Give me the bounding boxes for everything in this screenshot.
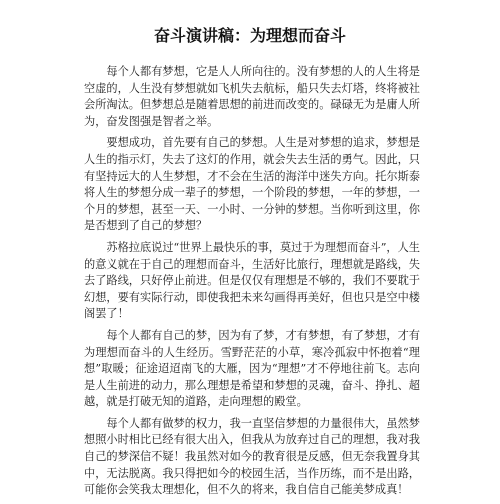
- paragraph-2: 要想成功，首先要有自己的梦想。人生是对梦想的追求，梦想是人生的指示灯，失去了这灯的作用，就会失去生活的勇气。因此，只有坚持远大的人生梦想，才不会在生活的海洋中迷失方向。托尔斯泰将人生的梦想分成一辈子的梦想，一个阶段的梦想，一年的梦想，一个月的梦想，甚至一天、一小时、一分钟的梦想。当你听到这里，你是否想到了自己的梦想？: [84, 136, 420, 233]
- paragraph-3: 苏格拉底说过“世界上最快乐的事，莫过于为理想而奋斗”，人生的意义就在于自己的理想而奋斗，生活好比旅行，理想就是路线，失去了路线，只好停止前进。但是仅仅有理想是不够的，我们不要耽于幻想，要有实际行动，即使我把未来勾画得再美好，但也只是空中楼阁罢了！: [84, 240, 420, 321]
- paragraph-4: 每个人都有自己的梦，因为有了梦，才有梦想，有了梦想，才有为理想而奋斗的人生经历。雪野茫茫的小草，寒冷孤寂中怀抱着“理想”取暖；征途迢迢南飞的大雁，因为“理想”才不停地往前飞。志向是人生前进的动力，那么理想是希望和梦想的灵魂，奋斗、挣扎、超越，就是打破无知的道路，走向理想的殿堂。: [84, 328, 420, 409]
- document-title: 奋斗演讲稿：为理想而奋斗: [153, 26, 346, 45]
- paragraph-1: 每个人都有梦想，它是人人所向往的。没有梦想的人的人生将是空虚的，人生没有梦想就如飞机失去航标，船只失去灯塔，终将被社会所淘汰。但梦想总是随着思想的前进而改变的。碌碌无为是庸人所为，奋发图强是智者之举。: [84, 65, 420, 128]
- paragraph-5: 每个人都有做梦的权力，我一直坚信梦想的力量很伟大，虽然梦想照小时相比已经有很大出入，但我从为放弃过自己的理想，我对我自己的梦深信不疑！我虽然对如今的教育很是反感，但无奈我置身其中，无法脱离。我只得把如今的校园生活，当作历练，而不是出路，可能你会笑我太理想化，但不久的将来，我自信自己能美梦成真！: [84, 416, 420, 497]
